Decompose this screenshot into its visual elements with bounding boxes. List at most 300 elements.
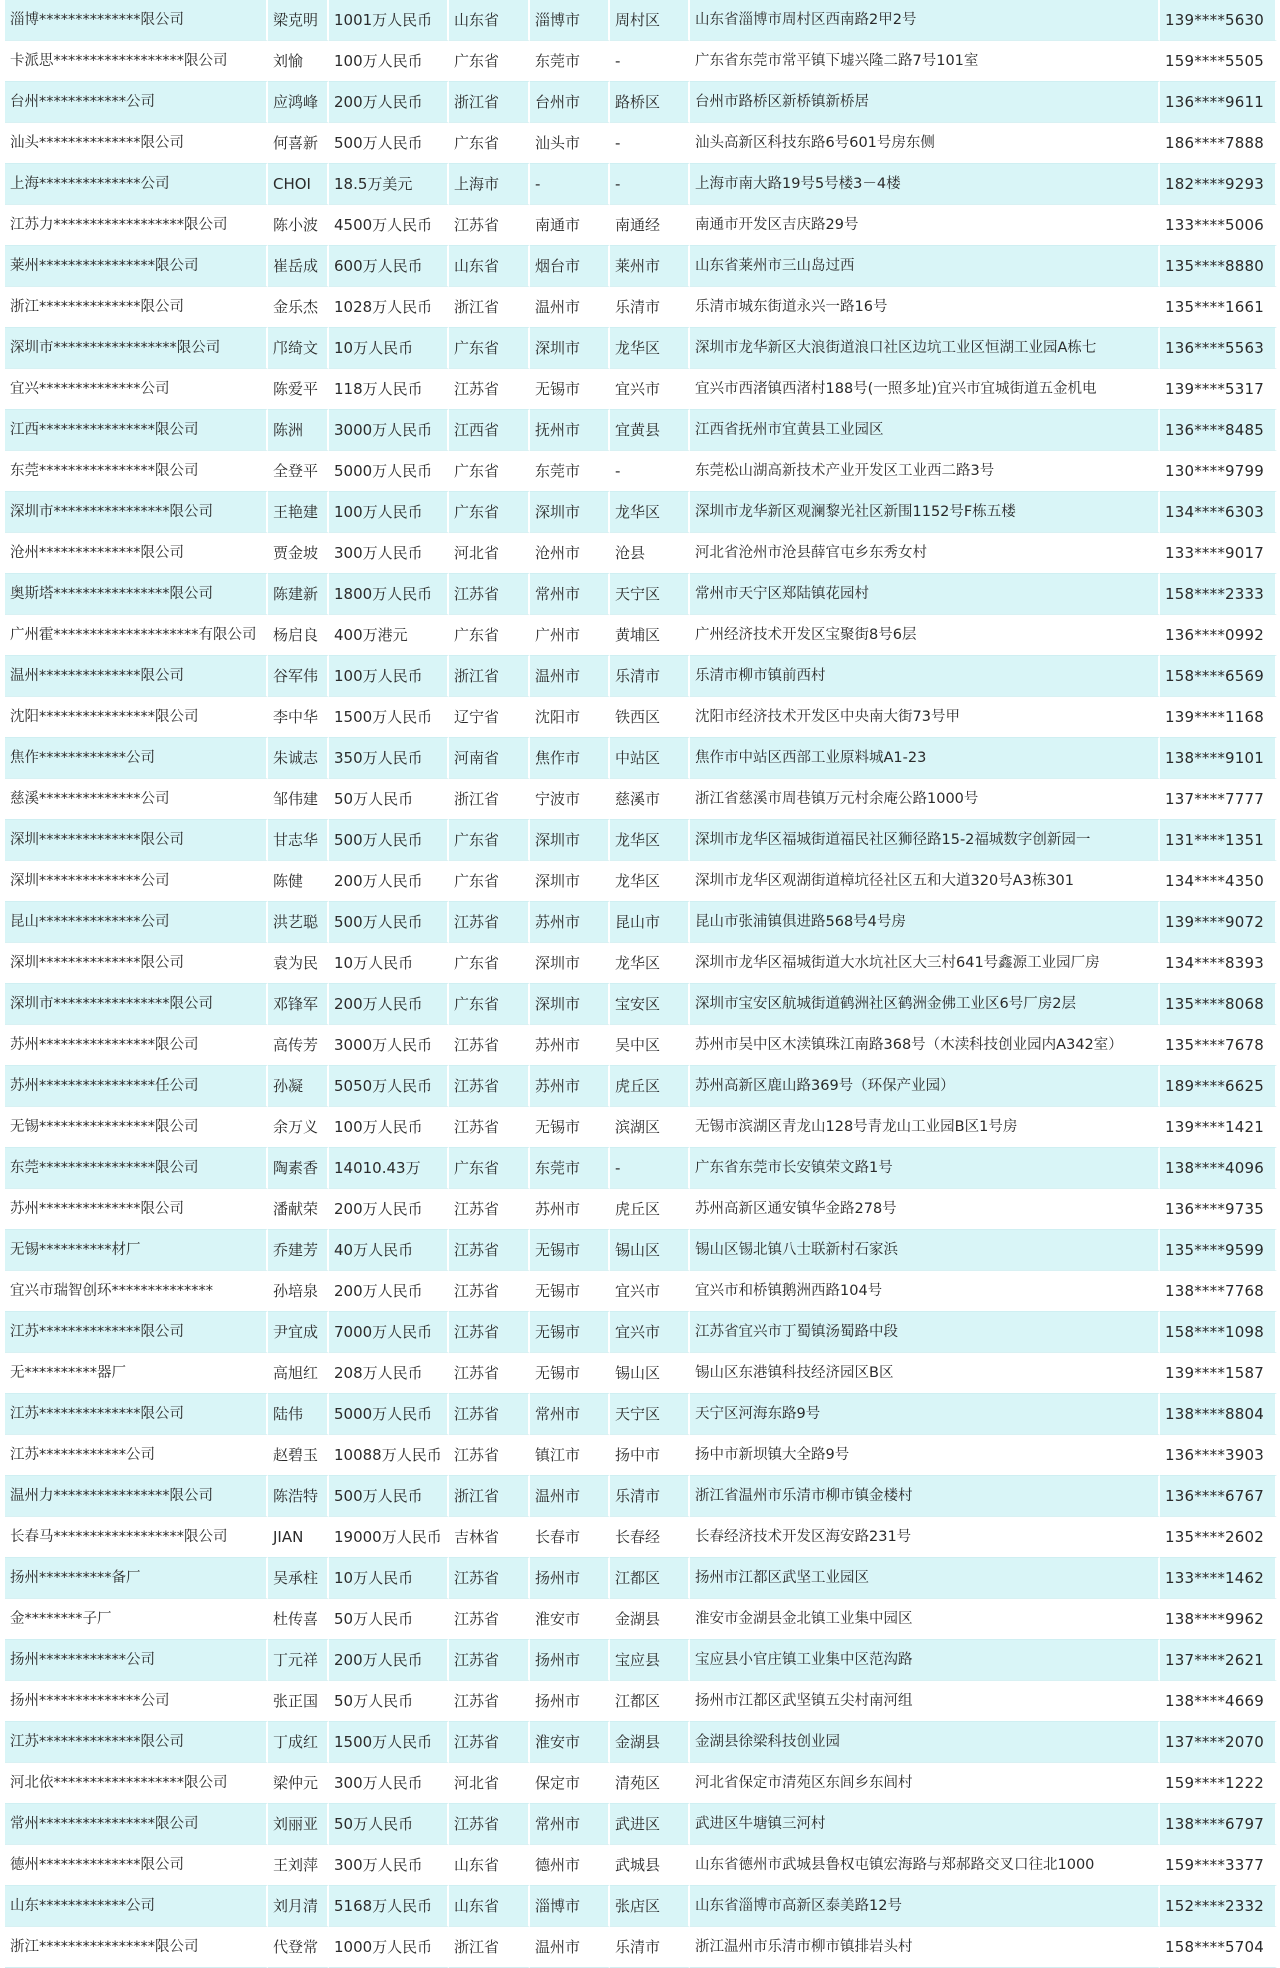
- table-row: [5, 1804, 1277, 1845]
- address-cell: 扬州市江都区武坚镇五尖村南河组: [690, 1681, 1160, 1722]
- company-table: [5, 0, 1277, 1968]
- phone-cell: 139****5317: [1160, 369, 1277, 410]
- phone-cell: 136****3903: [1160, 1435, 1277, 1476]
- registered-capital-cell: 200万人民币: [329, 861, 449, 902]
- registered-capital-cell: 1000万人民币: [329, 1927, 449, 1968]
- phone-cell: 135****1661: [1160, 287, 1277, 328]
- table-row: [5, 820, 1277, 861]
- district-cell: 昆山市: [610, 902, 690, 943]
- address-cell: 无锡市滨湖区青龙山128号青龙山工业园B区1号房: [690, 1107, 1160, 1148]
- company-name-cell: 浙江**************限公司: [5, 287, 268, 328]
- company-name-cell: 无锡****************限公司: [5, 1107, 268, 1148]
- phone-cell: 136****5563: [1160, 328, 1277, 369]
- phone-cell: 139****5630: [1160, 0, 1277, 41]
- district-cell: 乐清市: [610, 1927, 690, 1968]
- city-cell: 常州市: [530, 1394, 610, 1435]
- phone-cell: 158****5704: [1160, 1927, 1277, 1968]
- legal-person-cell: 丁成红: [268, 1722, 329, 1763]
- district-cell: -: [610, 164, 690, 205]
- province-cell: 广东省: [449, 820, 530, 861]
- registered-capital-cell: 50万人民币: [329, 1804, 449, 1845]
- city-cell: 温州市: [530, 656, 610, 697]
- registered-capital-cell: 208万人民币: [329, 1353, 449, 1394]
- address-cell: 南通市开发区吉庆路29号: [690, 205, 1160, 246]
- company-name-cell: 江苏力******************限公司: [5, 205, 268, 246]
- district-cell: 天宁区: [610, 574, 690, 615]
- district-cell: 沧县: [610, 533, 690, 574]
- registered-capital-cell: 200万人民币: [329, 984, 449, 1025]
- district-cell: 中站区: [610, 738, 690, 779]
- legal-person-cell: 梁克明: [268, 0, 329, 41]
- registered-capital-cell: 50万人民币: [329, 1599, 449, 1640]
- city-cell: 淮安市: [530, 1599, 610, 1640]
- city-cell: 温州市: [530, 1476, 610, 1517]
- district-cell: 黄埔区: [610, 615, 690, 656]
- city-cell: 淄博市: [530, 0, 610, 41]
- table-row: [5, 1763, 1277, 1804]
- phone-cell: 158****1098: [1160, 1312, 1277, 1353]
- company-name-cell: 奥斯塔****************限公司: [5, 574, 268, 615]
- company-name-cell: 卡派思******************限公司: [5, 41, 268, 82]
- registered-capital-cell: 50万人民币: [329, 1681, 449, 1722]
- table-row: [5, 0, 1277, 41]
- district-cell: 江都区: [610, 1681, 690, 1722]
- district-cell: 武进区: [610, 1804, 690, 1845]
- table-row: [5, 492, 1277, 533]
- table-row: [5, 1845, 1277, 1886]
- table-row: [5, 1353, 1277, 1394]
- table-row: [5, 1558, 1277, 1599]
- district-cell: 龙华区: [610, 861, 690, 902]
- phone-cell: 159****5505: [1160, 41, 1277, 82]
- district-cell: -: [610, 1148, 690, 1189]
- company-name-cell: 苏州****************任公司: [5, 1066, 268, 1107]
- province-cell: 山东省: [449, 0, 530, 41]
- city-cell: 镇江市: [530, 1435, 610, 1476]
- data-grid: [5, 0, 1277, 1968]
- province-cell: 山东省: [449, 1845, 530, 1886]
- table-row: [5, 1517, 1277, 1558]
- address-cell: 江西省抚州市宜黄县工业园区: [690, 410, 1160, 451]
- province-cell: 江苏省: [449, 1066, 530, 1107]
- legal-person-cell: 崔岳成: [268, 246, 329, 287]
- table-row: [5, 1927, 1277, 1968]
- city-cell: 东莞市: [530, 451, 610, 492]
- company-name-cell: 江苏************公司: [5, 1435, 268, 1476]
- address-cell: 山东省莱州市三山岛过西: [690, 246, 1160, 287]
- registered-capital-cell: 200万人民币: [329, 1189, 449, 1230]
- company-name-cell: 沧州**************限公司: [5, 533, 268, 574]
- address-cell: 深圳市龙华区观湖街道樟坑径社区五和大道320号A3栋301: [690, 861, 1160, 902]
- city-cell: 焦作市: [530, 738, 610, 779]
- district-cell: 乐清市: [610, 287, 690, 328]
- legal-person-cell: 孙凝: [268, 1066, 329, 1107]
- district-cell: 宜兴市: [610, 369, 690, 410]
- address-cell: 锡山区锡北镇八士联新村石家浜: [690, 1230, 1160, 1271]
- province-cell: 河南省: [449, 738, 530, 779]
- table-row: [5, 984, 1277, 1025]
- table-row: [5, 615, 1277, 656]
- province-cell: 浙江省: [449, 287, 530, 328]
- city-cell: 沈阳市: [530, 697, 610, 738]
- district-cell: 龙华区: [610, 492, 690, 533]
- company-name-cell: 广州霍********************有限公司: [5, 615, 268, 656]
- table-row: [5, 1722, 1277, 1763]
- table-row: [5, 1476, 1277, 1517]
- district-cell: 路桥区: [610, 82, 690, 123]
- legal-person-cell: 余万义: [268, 1107, 329, 1148]
- address-cell: 浙江省温州市乐清市柳市镇金楼村: [690, 1476, 1160, 1517]
- province-cell: 江苏省: [449, 1435, 530, 1476]
- legal-person-cell: 孙培泉: [268, 1271, 329, 1312]
- table-row: [5, 1312, 1277, 1353]
- legal-person-cell: 陈洲: [268, 410, 329, 451]
- phone-cell: 139****9072: [1160, 902, 1277, 943]
- province-cell: 河北省: [449, 533, 530, 574]
- address-cell: 苏州高新区通安镇华金路278号: [690, 1189, 1160, 1230]
- address-cell: 沈阳市经济技术开发区中央南大街73号甲: [690, 697, 1160, 738]
- address-cell: 东莞松山湖高新技术产业开发区工业西二路3号: [690, 451, 1160, 492]
- registered-capital-cell: 500万人民币: [329, 902, 449, 943]
- phone-cell: 138****7768: [1160, 1271, 1277, 1312]
- district-cell: 天宁区: [610, 1394, 690, 1435]
- district-cell: 宜兴市: [610, 1312, 690, 1353]
- table-row: [5, 861, 1277, 902]
- company-name-cell: 汕头**************限公司: [5, 123, 268, 164]
- company-name-cell: 长春马******************限公司: [5, 1517, 268, 1558]
- legal-person-cell: 袁为民: [268, 943, 329, 984]
- district-cell: 金湖县: [610, 1722, 690, 1763]
- registered-capital-cell: 350万人民币: [329, 738, 449, 779]
- phone-cell: 134****4350: [1160, 861, 1277, 902]
- phone-cell: 135****8880: [1160, 246, 1277, 287]
- registered-capital-cell: 200万人民币: [329, 1271, 449, 1312]
- registered-capital-cell: 50万人民币: [329, 779, 449, 820]
- address-cell: 山东省淄博市高新区泰美路12号: [690, 1886, 1160, 1927]
- address-cell: 深圳市龙华新区观澜黎光社区新围1152号F栋五楼: [690, 492, 1160, 533]
- legal-person-cell: 梁仲元: [268, 1763, 329, 1804]
- company-name-cell: 焦作************公司: [5, 738, 268, 779]
- registered-capital-cell: 300万人民币: [329, 1845, 449, 1886]
- address-cell: 河北省保定市清苑区东闾乡东闾村: [690, 1763, 1160, 1804]
- table-row: [5, 697, 1277, 738]
- registered-capital-cell: 18.5万美元: [329, 164, 449, 205]
- registered-capital-cell: 3000万人民币: [329, 1025, 449, 1066]
- city-cell: 烟台市: [530, 246, 610, 287]
- city-cell: 广州市: [530, 615, 610, 656]
- city-cell: 苏州市: [530, 1025, 610, 1066]
- address-cell: 广东省东莞市常平镇下墟兴隆二路7号101室: [690, 41, 1160, 82]
- province-cell: 江苏省: [449, 369, 530, 410]
- phone-cell: 159****3377: [1160, 1845, 1277, 1886]
- registered-capital-cell: 200万人民币: [329, 1640, 449, 1681]
- city-cell: 温州市: [530, 1927, 610, 1968]
- city-cell: -: [530, 164, 610, 205]
- city-cell: 无锡市: [530, 1271, 610, 1312]
- legal-person-cell: 王艳建: [268, 492, 329, 533]
- legal-person-cell: 潘献荣: [268, 1189, 329, 1230]
- province-cell: 江苏省: [449, 1025, 530, 1066]
- legal-person-cell: 刘月清: [268, 1886, 329, 1927]
- phone-cell: 138****9101: [1160, 738, 1277, 779]
- legal-person-cell: 甘志华: [268, 820, 329, 861]
- phone-cell: 136****9735: [1160, 1189, 1277, 1230]
- table-row: [5, 82, 1277, 123]
- table-row: [5, 246, 1277, 287]
- district-cell: 龙华区: [610, 328, 690, 369]
- table-row: [5, 369, 1277, 410]
- company-name-cell: 宜兴**************公司: [5, 369, 268, 410]
- city-cell: 保定市: [530, 1763, 610, 1804]
- province-cell: 河北省: [449, 1763, 530, 1804]
- district-cell: 金湖县: [610, 1599, 690, 1640]
- city-cell: 东莞市: [530, 1148, 610, 1189]
- company-name-cell: 温州力****************限公司: [5, 1476, 268, 1517]
- province-cell: 江苏省: [449, 205, 530, 246]
- registered-capital-cell: 5000万人民币: [329, 451, 449, 492]
- address-cell: 广东省东莞市长安镇荣文路1号: [690, 1148, 1160, 1189]
- phone-cell: 136****6767: [1160, 1476, 1277, 1517]
- city-cell: 温州市: [530, 287, 610, 328]
- address-cell: 武进区牛塘镇三河村: [690, 1804, 1160, 1845]
- registered-capital-cell: 100万人民币: [329, 1107, 449, 1148]
- legal-person-cell: 吴承柱: [268, 1558, 329, 1599]
- phone-cell: 139****1587: [1160, 1353, 1277, 1394]
- address-cell: 长春经济技术开发区海安路231号: [690, 1517, 1160, 1558]
- table-row: [5, 902, 1277, 943]
- city-cell: 深圳市: [530, 861, 610, 902]
- table-row: [5, 205, 1277, 246]
- district-cell: 宝应县: [610, 1640, 690, 1681]
- address-cell: 深圳市龙华区福城街道福民社区狮径路15-2福城数字创新园一: [690, 820, 1160, 861]
- district-cell: -: [610, 41, 690, 82]
- province-cell: 山东省: [449, 246, 530, 287]
- city-cell: 宁波市: [530, 779, 610, 820]
- province-cell: 江苏省: [449, 1640, 530, 1681]
- table-row: [5, 943, 1277, 984]
- district-cell: 锡山区: [610, 1230, 690, 1271]
- city-cell: 深圳市: [530, 820, 610, 861]
- company-name-cell: 山东************公司: [5, 1886, 268, 1927]
- phone-cell: 135****2602: [1160, 1517, 1277, 1558]
- company-name-cell: 金********子厂: [5, 1599, 268, 1640]
- phone-cell: 158****2333: [1160, 574, 1277, 615]
- province-cell: 广东省: [449, 861, 530, 902]
- table-row: [5, 1640, 1277, 1681]
- district-cell: 南通经: [610, 205, 690, 246]
- phone-cell: 139****1421: [1160, 1107, 1277, 1148]
- province-cell: 江苏省: [449, 1189, 530, 1230]
- province-cell: 吉林省: [449, 1517, 530, 1558]
- province-cell: 江苏省: [449, 1312, 530, 1353]
- company-name-cell: 常州****************限公司: [5, 1804, 268, 1845]
- province-cell: 江苏省: [449, 1804, 530, 1845]
- province-cell: 山东省: [449, 1886, 530, 1927]
- registered-capital-cell: 1800万人民币: [329, 574, 449, 615]
- phone-cell: 182****9293: [1160, 164, 1277, 205]
- company-name-cell: 莱州****************限公司: [5, 246, 268, 287]
- district-cell: 乐清市: [610, 656, 690, 697]
- address-cell: 锡山区东港镇科技经济园区B区: [690, 1353, 1160, 1394]
- phone-cell: 138****4669: [1160, 1681, 1277, 1722]
- phone-cell: 131****1351: [1160, 820, 1277, 861]
- address-cell: 河北省沧州市沧县薛官屯乡东秀女村: [690, 533, 1160, 574]
- company-name-cell: 深圳**************限公司: [5, 943, 268, 984]
- company-name-cell: 东莞****************限公司: [5, 1148, 268, 1189]
- legal-person-cell: 陈健: [268, 861, 329, 902]
- table-row: [5, 410, 1277, 451]
- registered-capital-cell: 1500万人民币: [329, 697, 449, 738]
- company-name-cell: 台州************公司: [5, 82, 268, 123]
- province-cell: 江西省: [449, 410, 530, 451]
- province-cell: 广东省: [449, 123, 530, 164]
- phone-cell: 134****6303: [1160, 492, 1277, 533]
- district-cell: 乐清市: [610, 1476, 690, 1517]
- registered-capital-cell: 500万人民币: [329, 1476, 449, 1517]
- company-name-cell: 宜兴市瑞智创环**************: [5, 1271, 268, 1312]
- address-cell: 扬州市江都区武坚工业园区: [690, 1558, 1160, 1599]
- registered-capital-cell: 5050万人民币: [329, 1066, 449, 1107]
- table-row: [5, 164, 1277, 205]
- address-cell: 宜兴市和桥镇鹅洲西路104号: [690, 1271, 1160, 1312]
- company-name-cell: 东莞****************限公司: [5, 451, 268, 492]
- legal-person-cell: 王刘萍: [268, 1845, 329, 1886]
- city-cell: 淄博市: [530, 1886, 610, 1927]
- company-name-cell: 扬州************公司: [5, 1640, 268, 1681]
- district-cell: 虎丘区: [610, 1066, 690, 1107]
- registered-capital-cell: 4500万人民币: [329, 205, 449, 246]
- phone-cell: 139****1168: [1160, 697, 1277, 738]
- phone-cell: 135****9599: [1160, 1230, 1277, 1271]
- table-row: [5, 1681, 1277, 1722]
- table-row: [5, 533, 1277, 574]
- city-cell: 苏州市: [530, 902, 610, 943]
- district-cell: 锡山区: [610, 1353, 690, 1394]
- legal-person-cell: 乔建芳: [268, 1230, 329, 1271]
- city-cell: 扬州市: [530, 1558, 610, 1599]
- legal-person-cell: 应鸿峰: [268, 82, 329, 123]
- legal-person-cell: 李中华: [268, 697, 329, 738]
- province-cell: 江苏省: [449, 1107, 530, 1148]
- legal-person-cell: 陈建新: [268, 574, 329, 615]
- company-name-cell: 无锡**********材厂: [5, 1230, 268, 1271]
- city-cell: 常州市: [530, 574, 610, 615]
- legal-person-cell: 陈爱平: [268, 369, 329, 410]
- district-cell: 滨湖区: [610, 1107, 690, 1148]
- legal-person-cell: 邝绮文: [268, 328, 329, 369]
- address-cell: 乐清市城东街道永兴一路16号: [690, 287, 1160, 328]
- city-cell: 汕头市: [530, 123, 610, 164]
- city-cell: 苏州市: [530, 1189, 610, 1230]
- legal-person-cell: 谷军伟: [268, 656, 329, 697]
- company-name-cell: 河北依******************限公司: [5, 1763, 268, 1804]
- legal-person-cell: 张正国: [268, 1681, 329, 1722]
- phone-cell: 135****7678: [1160, 1025, 1277, 1066]
- table-row: [5, 1230, 1277, 1271]
- phone-cell: 130****9799: [1160, 451, 1277, 492]
- city-cell: 深圳市: [530, 943, 610, 984]
- legal-person-cell: 高传芳: [268, 1025, 329, 1066]
- company-name-cell: 德州**************限公司: [5, 1845, 268, 1886]
- legal-person-cell: 陶素香: [268, 1148, 329, 1189]
- registered-capital-cell: 7000万人民币: [329, 1312, 449, 1353]
- registered-capital-cell: 100万人民币: [329, 41, 449, 82]
- province-cell: 辽宁省: [449, 697, 530, 738]
- city-cell: 抚州市: [530, 410, 610, 451]
- phone-cell: 138****9962: [1160, 1599, 1277, 1640]
- table-row: [5, 1025, 1277, 1066]
- legal-person-cell: 代登常: [268, 1927, 329, 1968]
- city-cell: 无锡市: [530, 1353, 610, 1394]
- district-cell: 宝安区: [610, 984, 690, 1025]
- legal-person-cell: 赵碧玉: [268, 1435, 329, 1476]
- city-cell: 无锡市: [530, 1312, 610, 1353]
- address-cell: 山东省淄博市周村区西南路2甲2号: [690, 0, 1160, 41]
- address-cell: 扬中市新坝镇大全路9号: [690, 1435, 1160, 1476]
- registered-capital-cell: 14010.43万: [329, 1148, 449, 1189]
- table-row: [5, 123, 1277, 164]
- legal-person-cell: 洪艺聪: [268, 902, 329, 943]
- table-row: [5, 287, 1277, 328]
- legal-person-cell: 刘愉: [268, 41, 329, 82]
- registered-capital-cell: 600万人民币: [329, 246, 449, 287]
- company-name-cell: 江苏**************限公司: [5, 1394, 268, 1435]
- table-row: [5, 574, 1277, 615]
- legal-person-cell: 邹伟建: [268, 779, 329, 820]
- registered-capital-cell: 300万人民币: [329, 1763, 449, 1804]
- company-name-cell: 昆山**************公司: [5, 902, 268, 943]
- company-name-cell: 深圳**************限公司: [5, 820, 268, 861]
- company-name-cell: 温州**************限公司: [5, 656, 268, 697]
- registered-capital-cell: 10万人民币: [329, 1558, 449, 1599]
- address-cell: 宝应县小官庄镇工业集中区范沟路: [690, 1640, 1160, 1681]
- address-cell: 台州市路桥区新桥镇新桥居: [690, 82, 1160, 123]
- province-cell: 广东省: [449, 451, 530, 492]
- address-cell: 苏州市吴中区木渎镇珠江南路368号（木渎科技创业园内A342室）: [690, 1025, 1160, 1066]
- legal-person-cell: 高旭红: [268, 1353, 329, 1394]
- province-cell: 广东省: [449, 984, 530, 1025]
- city-cell: 淮安市: [530, 1722, 610, 1763]
- province-cell: 广东省: [449, 1148, 530, 1189]
- company-name-cell: 上海**************公司: [5, 164, 268, 205]
- city-cell: 无锡市: [530, 369, 610, 410]
- legal-person-cell: 陈浩特: [268, 1476, 329, 1517]
- legal-person-cell: 朱诚志: [268, 738, 329, 779]
- city-cell: 扬州市: [530, 1640, 610, 1681]
- registered-capital-cell: 500万人民币: [329, 123, 449, 164]
- address-cell: 江苏省宜兴市丁蜀镇汤蜀路中段: [690, 1312, 1160, 1353]
- district-cell: 龙华区: [610, 820, 690, 861]
- district-cell: -: [610, 451, 690, 492]
- phone-cell: 138****4096: [1160, 1148, 1277, 1189]
- address-cell: 焦作市中站区西部工业原料城A1-23: [690, 738, 1160, 779]
- province-cell: 浙江省: [449, 779, 530, 820]
- legal-person-cell: 邓锋军: [268, 984, 329, 1025]
- province-cell: 江苏省: [449, 1722, 530, 1763]
- district-cell: 龙华区: [610, 943, 690, 984]
- table-row: [5, 1394, 1277, 1435]
- province-cell: 浙江省: [449, 1927, 530, 1968]
- company-name-cell: 江西****************限公司: [5, 410, 268, 451]
- table-row: [5, 328, 1277, 369]
- address-cell: 常州市天宁区郑陆镇花园村: [690, 574, 1160, 615]
- district-cell: 宜兴市: [610, 1271, 690, 1312]
- city-cell: 南通市: [530, 205, 610, 246]
- district-cell: 周村区: [610, 0, 690, 41]
- company-name-cell: 苏州**************限公司: [5, 1189, 268, 1230]
- table-row: [5, 779, 1277, 820]
- company-name-cell: 慈溪**************公司: [5, 779, 268, 820]
